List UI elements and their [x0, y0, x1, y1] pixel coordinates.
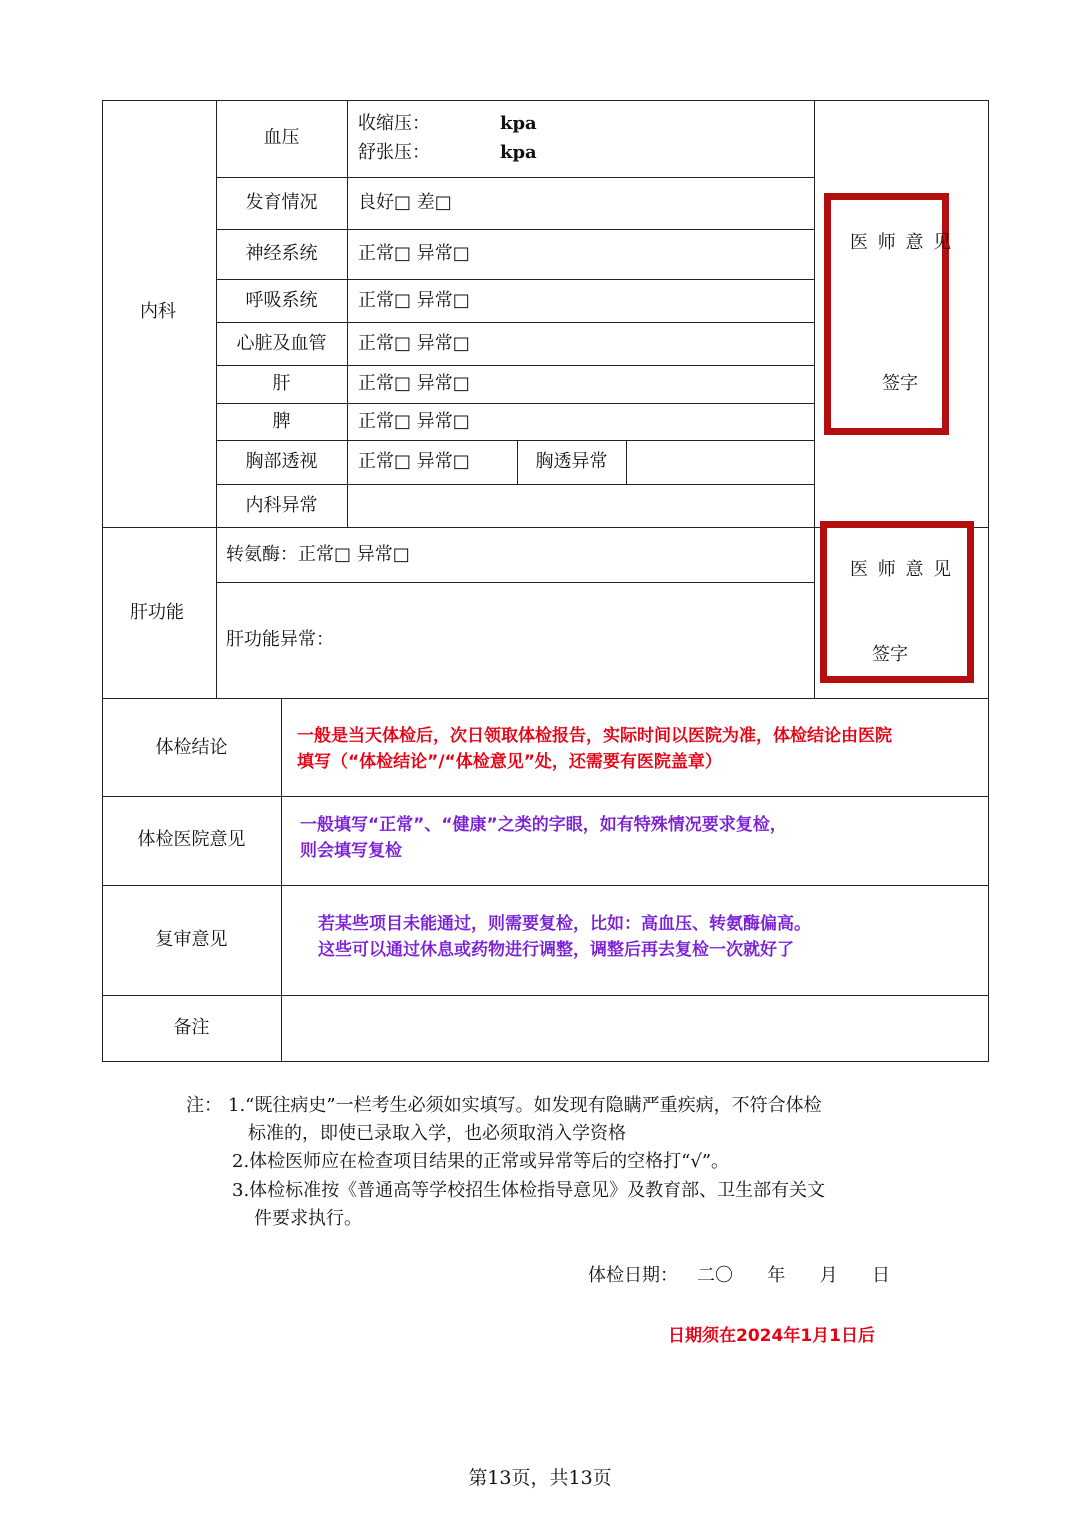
development-options: 良好□ 差□: [358, 192, 452, 213]
liver-organ-label: 肝: [272, 373, 291, 394]
notes-prefix: 注：: [186, 1095, 222, 1116]
development-label: 发育情况: [245, 192, 318, 213]
alt-options: 转氨酶：正常□ 异常□: [226, 544, 410, 565]
note-1-line1: 1.“既往病史”一栏考生必须如实填写。如发现有隐瞒严重疾病，不符合体检: [228, 1095, 822, 1116]
respiratory-label: 呼吸系统: [245, 290, 318, 311]
doctor-opinion-label-liver: 医 师 意 见: [850, 559, 954, 580]
date-requirement-note: 日期须在2024年1月1日后: [668, 1326, 875, 1346]
nervous-system-options: 正常□ 异常□: [358, 243, 470, 264]
note-2: 2.体检医师应在检查项目结果的正常或异常等后的空格打“√”。: [232, 1151, 730, 1172]
nervous-system-label: 神经系统: [245, 243, 318, 264]
blood-pressure-label: 血压: [263, 127, 300, 148]
exam-conclusion-note-line2: 填写（“体检结论”/“体检意见”处，还需要有医院盖章）: [297, 752, 722, 772]
doctor-signature-label-liver: 签字: [872, 644, 908, 665]
chest-xray-abnormal-label: 胸透异常: [535, 451, 608, 472]
exam-conclusion-note-line1: 一般是当天体检后，次日领取体检报告，实际时间以医院为准，体检结论由医院: [297, 726, 892, 746]
liver-abnormal-label: 肝功能异常：: [226, 629, 334, 650]
exam-date-label: 体检日期：: [588, 1265, 678, 1286]
review-opinion-note-line2: 这些可以通过休息或药物进行调整，调整后再去复检一次就好了: [318, 940, 794, 960]
page-number: 第13页，共13页: [468, 1467, 612, 1489]
note-1-line2: 标准的，即使已录取入学，也必须取消入学资格: [248, 1123, 626, 1144]
respiratory-options: 正常□ 异常□: [358, 290, 470, 311]
hospital-opinion-label: 体检医院意见: [137, 829, 246, 850]
systolic-unit: kpa: [500, 113, 537, 134]
chest-xray-label: 胸部透视: [245, 451, 318, 472]
exam-conclusion-label: 体检结论: [155, 737, 228, 758]
liver-organ-options: 正常□ 异常□: [358, 373, 470, 394]
review-opinion-note-line1: 若某些项目未能通过，则需要复检，比如：高血压、转氨酶偏高。: [318, 914, 811, 934]
spleen-options: 正常□ 异常□: [358, 411, 470, 432]
section-liver-function: 肝功能: [130, 602, 184, 623]
note-3-line1: 3.体检标准按《普通高等学校招生体检指导意见》及教育部、卫生部有关文: [232, 1180, 826, 1201]
hospital-opinion-note-line1: 一般填写“正常”、“健康”之类的字眼，如有特殊情况要求复检，: [300, 815, 787, 835]
doctor-signature-label-internal: 签字: [882, 373, 918, 394]
hospital-opinion-note-line2: 则会填写复检: [300, 841, 402, 861]
review-opinion-label: 复审意见: [155, 929, 228, 950]
cardiovascular-options: 正常□ 异常□: [358, 333, 470, 354]
internal-abnormal-label: 内科异常: [245, 495, 318, 516]
diastolic-unit: kpa: [500, 142, 537, 163]
chest-xray-options: 正常□ 异常□: [358, 451, 470, 472]
doctor-opinion-label-internal: 医 师 意 见: [850, 232, 954, 253]
cardiovascular-label: 心脏及血管: [236, 333, 327, 354]
doctor-opinion-box-internal: [824, 193, 949, 435]
section-internal-medicine: 内科: [140, 301, 176, 322]
diastolic-label: 舒张压：: [358, 142, 430, 163]
spleen-label: 脾: [272, 411, 291, 432]
systolic-label: 收缩压：: [358, 113, 430, 134]
exam-date-value: 二〇 年 月 日: [697, 1265, 890, 1286]
note-3-line2: 件要求执行。: [254, 1208, 362, 1229]
remarks-label: 备注: [173, 1017, 210, 1038]
